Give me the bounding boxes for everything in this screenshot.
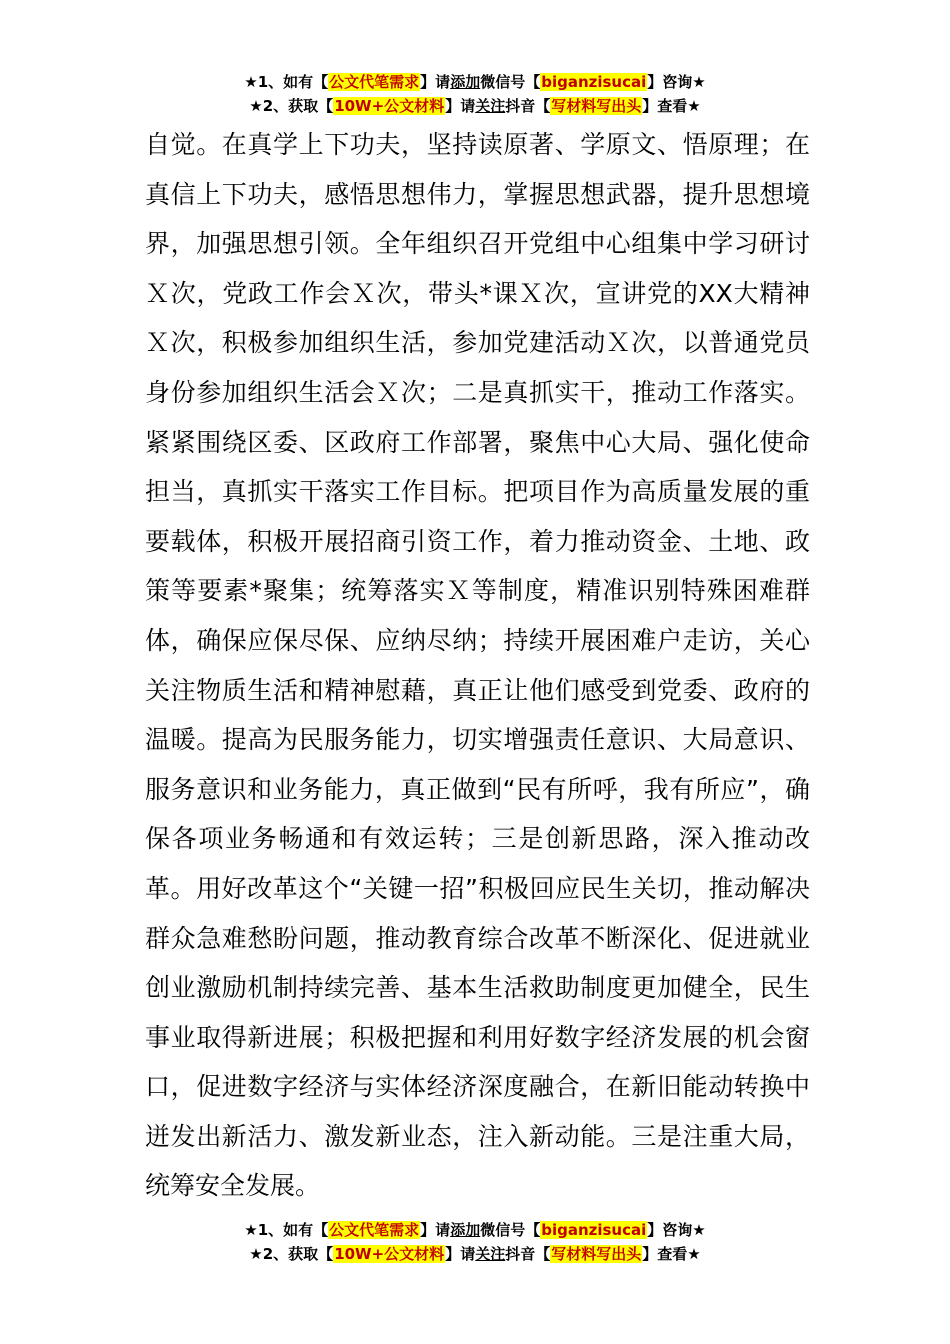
footer-line-1-text-2: 微信号【 bbox=[480, 1221, 541, 1239]
header-highlight-service: 公文代笔需求 bbox=[329, 73, 420, 91]
header-banner bbox=[0, 70, 950, 118]
footer-highlight-materials: 10W+公文材料 bbox=[334, 1245, 445, 1263]
footer-line-2-prefix: ★2、获取【 bbox=[249, 1245, 334, 1263]
header-line-2-text: 】请 bbox=[445, 97, 476, 115]
footer-line-1 bbox=[0, 1218, 950, 1242]
body-paragraph: 自觉。在真学上下功夫，坚持读原著、学原文、悟原理；在真信上下功夫，感悟思想伟力，掌握思想武器，提升思想境界，加强思想引领。全年组织召开党组中心组集中学习研讨Ｘ次，党政工作会Ｘ次，带头*课Ｘ次，宣讲党的XX大精神Ｘ次，积极参加组织生活，参加党建活动Ｘ次，以普通党员身份参加组织生活会Ｘ次；二是真抓实干，推动工作落实。紧紧围绕区委、区政府工作部署，聚焦中心大局、强化使命担当，真抓实干落实工作目标。把项目作为高质量发展的重要载体，积极开展招商引资工作，着力推动资金、土地、政策等要素*聚集；统筹落实Ｘ等制度，精准识别特殊困难群体，确保应保尽保、应纳尽纳；持续开展困难户走访，关心关注物质生活和精神慰藉，真正让他们感受到党委、政府的温暖。提高为民服务能力，切实增强责任意识、大局意识、服务意识和业务能力，真正做到“民有所呼，我有所应”，确保各项业务畅通和有效运转；三是创新思路，深入推动改革。用好改革这个“关键一招”积极回应民生关切，推动解决群众急难愁盼问题，推动教育综合改革不断深化、促进就业创业激励机制持续完善、基本生活救助制度更加健全，民生事业取得新进展；积极把握和利用好数字经济发展的机会窗口，促进数字经济与实体经济深度融合，在新旧能动转换中迸发出新活力、激发新业态，注入新动能。三是注重大局，统筹安全发展。 bbox=[145, 130, 810, 1201]
footer-highlight-service: 公文代笔需求 bbox=[329, 1221, 420, 1239]
footer-banner bbox=[0, 1218, 950, 1266]
header-line-2-prefix: ★2、获取【 bbox=[249, 97, 334, 115]
header-underlined-add: 添加 bbox=[450, 73, 481, 91]
footer-line-2-text: 】请 bbox=[445, 1245, 476, 1263]
header-line-1 bbox=[0, 70, 950, 94]
footer-line-2-suffix: 】查看★ bbox=[642, 1245, 701, 1263]
header-line-2-text-2: 抖音【 bbox=[505, 97, 551, 115]
header-underlined-follow: 关注 bbox=[475, 97, 506, 115]
footer-line-2 bbox=[0, 1242, 950, 1266]
header-highlight-materials: 10W+公文材料 bbox=[334, 97, 445, 115]
header-line-1-suffix: 】咨询★ bbox=[647, 73, 706, 91]
footer-highlight-douyin: 写材料写出头 bbox=[551, 1245, 642, 1263]
header-line-1-text-2: 微信号【 bbox=[480, 73, 541, 91]
header-highlight-wechat-id: biganzisucai bbox=[541, 73, 647, 91]
footer-line-1-suffix: 】咨询★ bbox=[647, 1221, 706, 1239]
footer-line-1-prefix: ★1、如有【 bbox=[244, 1221, 329, 1239]
footer-underlined-add: 添加 bbox=[450, 1221, 481, 1239]
header-line-1-prefix: ★1、如有【 bbox=[244, 73, 329, 91]
header-highlight-douyin: 写材料写出头 bbox=[551, 97, 642, 115]
footer-line-1-text: 】请 bbox=[420, 1221, 451, 1239]
footer-highlight-wechat-id: biganzisucai bbox=[541, 1221, 647, 1239]
footer-line-2-text-2: 抖音【 bbox=[505, 1245, 551, 1263]
footer-underlined-follow: 关注 bbox=[475, 1245, 506, 1263]
header-line-1-text: 】请 bbox=[420, 73, 451, 91]
header-line-2 bbox=[0, 94, 950, 118]
header-line-2-suffix: 】查看★ bbox=[642, 97, 701, 115]
